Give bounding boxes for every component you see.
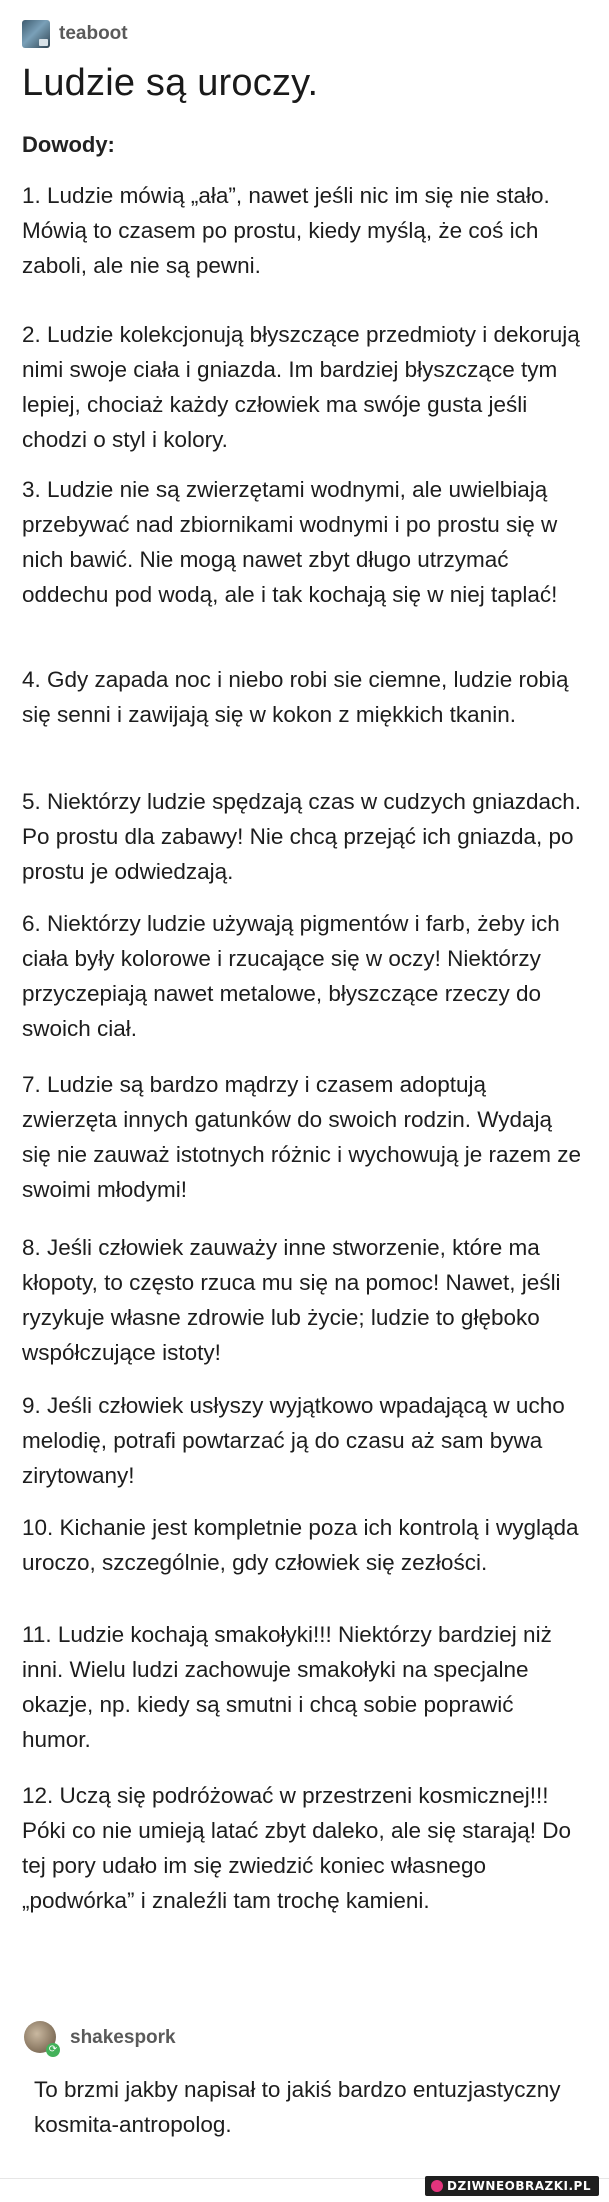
username[interactable]: teaboot — [59, 23, 128, 44]
list-item: 4. Gdy zapada noc i niebo robi sie ciemne, ludzie robią się senni i zawijają się w kokon z miękkich tkanin. — [22, 667, 569, 727]
list-item: 11. Ludzie kochają smakołyki!!! Niektórzy bardziej niż inni. Wielu ludzi zachowuje smakołyki na specjalne okazje, np. kiedy są smutni i chcą sobie poprawić humor. — [22, 1622, 552, 1752]
watermark — [425, 2176, 599, 2196]
watermark-text: DZIWNEOBRAZKI.PL — [447, 2179, 591, 2193]
list-item: 3. Ludzie nie są zwierzętami wodnymi, ale uwielbiają przebywać nad zbiornikami wodnymi i po prostu się w nich bawić. Nie mogą nawet zbyt długo utrzymać oddechu pod wodą, ale i tak kochają się w niej taplać! — [22, 477, 558, 607]
reply-username[interactable]: shakespork — [70, 2027, 176, 2048]
list-item: 9. Jeśli człowiek usłyszy wyjątkowo wpadającą w ucho melodię, potrafi powtarzać ją do czasu aż sam bywa zirytowany! — [22, 1393, 565, 1488]
list-item: 12. Uczą się podróżować w przestrzeni kosmicznej!!! Póki co nie umieją latać zbyt daleko, ale się starają! Do tej pory udało im się zwiedzić koniec własnego „podwórka” i znaleźli tam trochę kamieni. — [22, 1783, 572, 1913]
list-item: 2. Ludzie kolekcjonują błyszczące przedmioty i dekorują nimi swoje ciała i gniazda. Im bardziej błyszczące tym lepiej, chociaż każdy człowiek ma swóje gusta jeśli chodzi o styl i kolory. — [22, 322, 580, 452]
list-item: 1. Ludzie mówią „ała”, nawet jeśli nic im się nie stało. Mówią to czasem po prostu, kiedy myślą, że coś ich zaboli, ale nie są pewni. — [22, 183, 550, 278]
list-item: 10. Kichanie jest kompletnie poza ich kontrolą i wygląda uroczo, szczególnie, gdy człowiek się zezłości. — [22, 1515, 579, 1575]
list-item: 5. Niektórzy ludzie spędzają czas w cudzych gniazdach. Po prostu dla zabawy! Nie chcą przejąć ich gniazda, po prostu je odwiedzają. — [22, 789, 582, 884]
list-item: 7. Ludzie są bardzo mądrzy i czasem adoptują zwierzęta innych gatunków do swoich rodzin. Wydają się nie zauważ istotnych różnic i wychowują je razem ze swoimi młodymi! — [22, 1072, 581, 1202]
post-title: Ludzie są uroczy. — [22, 62, 319, 104]
post-subtitle: Dowody: — [22, 132, 115, 157]
list-item: 8. Jeśli człowiek zauważy inne stworzenie, które ma kłopoty, to często rzuca mu się na pomoc! Nawet, jeśli ryzykuje własne zdrowie lub życie; ludzie to głęboko współczujące istoty! — [22, 1235, 561, 1365]
avatar[interactable] — [22, 20, 50, 48]
reblog-icon: ⟳ — [46, 2043, 60, 2057]
list-item: 6. Niektórzy ludzie używają pigmentów i farb, żeby ich ciała były kolorowe i rzucające się w oczy! Niektórzy przyczepiają nawet metalowe, błyszczące rzeczy do swoich ciał. — [22, 911, 560, 1041]
reply-text: To brzmi jakby napisał to jakiś bardzo entuzjastyczny kosmita-antropolog. — [34, 2077, 561, 2137]
dziwneobrazki-logo-icon — [431, 2180, 443, 2192]
post-header — [22, 14, 128, 54]
